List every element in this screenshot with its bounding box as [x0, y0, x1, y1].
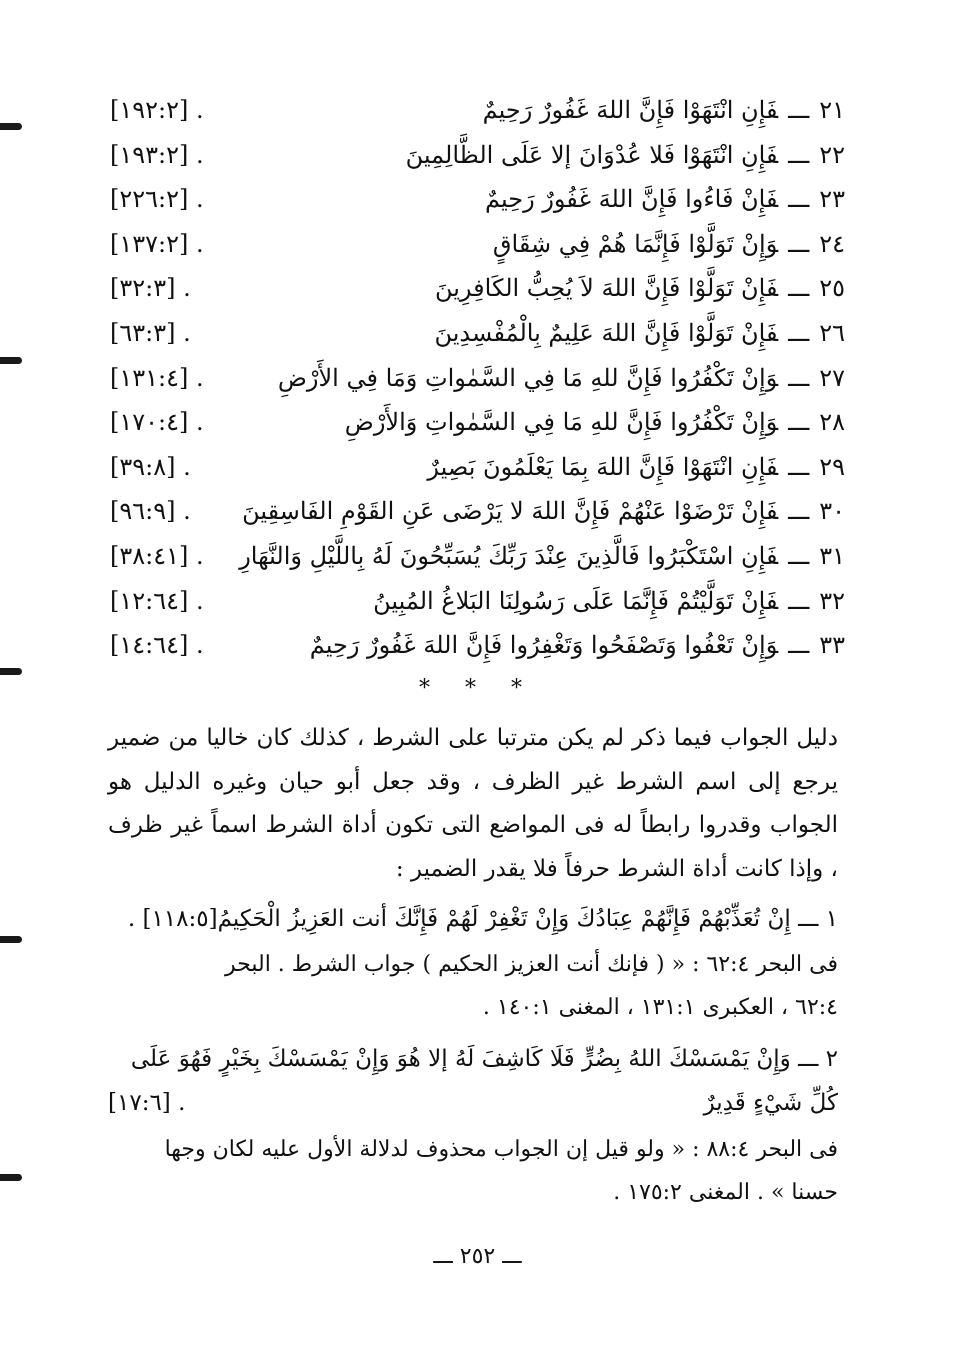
- verse-reference: [٣٨:٤١] .: [110, 541, 204, 570]
- verse-line: [110, 222, 845, 267]
- verse-reference: [٣٩:٨] .: [110, 452, 191, 481]
- verse-text: [239, 534, 845, 578]
- example-1: [108, 897, 838, 941]
- verse-reference: [١٩٢:٢] .: [110, 96, 204, 124]
- verse-body: وَإِنْ تَوَلَّوْا فَإِنَّمَا هُمْ فِي شِقَاقٍ: [492, 229, 779, 258]
- verse-reference: [١٣٧:٢] .: [110, 229, 204, 258]
- verse-dash: ـــ: [788, 586, 810, 615]
- example-2-note: [108, 1128, 838, 1214]
- verse-text: [427, 445, 845, 489]
- note-line: فى البحر ٨٨:٤ : « ولو قيل إن الجواب محذوف لدلالة الأول عليه لكان وجها: [164, 1137, 838, 1162]
- verse-body: فَإِنْ تَوَلَّوْا فَإِنَّ اللهَ عَلِيمٌ بِالْمُفْسِدِينَ: [434, 318, 779, 347]
- verse-text: [483, 88, 845, 132]
- page-number: ـــ ٢٥٢ ـــ: [433, 1244, 522, 1269]
- section-separator: * * *: [419, 676, 536, 701]
- verse-reference: [٢٢٦:٢] .: [110, 185, 204, 214]
- verse-reference: [٣٢:٣] .: [110, 274, 191, 303]
- verse-line: [110, 88, 845, 133]
- verse-dash: ـــ: [788, 408, 810, 437]
- scan-edge-mark: [0, 123, 22, 130]
- verse-number: ٣٠: [819, 497, 845, 526]
- verse-reference: [١٩٣:٢] .: [110, 140, 204, 169]
- verse-body: فَإِنْ تَرْضَوْا عَنْهُمْ فَإِنَّ اللهَ لا يَرْضَى عَنِ القَوْمِ الفَاسِقِينَ: [242, 497, 779, 526]
- verse-line: [110, 177, 845, 222]
- verse-dash: ـــ: [788, 96, 810, 124]
- verse-reference: [٩٦:٩] .: [110, 497, 191, 526]
- verse-text: [242, 489, 845, 533]
- verse-reference: [١٣١:٤] .: [110, 363, 204, 392]
- verse-text: [485, 177, 845, 221]
- verse-number: ٢٢: [819, 140, 845, 169]
- verse-dash: ـــ: [788, 229, 810, 258]
- verse-dash: ـــ: [788, 274, 810, 303]
- verse-dash: ـــ: [788, 363, 810, 392]
- note-line: حسنا » . المغنى ١٧٥:٢ .: [613, 1180, 838, 1205]
- verse-number: ٣١: [819, 541, 845, 570]
- verse-body: فَإِنْ تَوَلَّيْتُمْ فَإِنَّمَا عَلَى رَسُولِنَا البَلاغُ المُبِينُ: [373, 586, 779, 615]
- verse-text: [278, 356, 845, 400]
- verse-dash: ـــ: [788, 631, 810, 660]
- scan-edge-mark: [0, 668, 22, 675]
- verse-dash: ـــ: [788, 452, 810, 481]
- verse-number: ٣٢: [819, 586, 845, 615]
- paragraph-text: دليل الجواب فيما ذكر لم يكن مترتبا على الشرط ، كذلك كان خاليا من ضمير يرجع إلى اسم الشرط غير الظرف ، وقد جعل أبو حيان وغيره الدليل هو الجواب وقدروا رابطاً له فى المواضع التى تكون أداة الشرط اسماً غير ظرف ، وإذا كانت أداة الشرط حرفاً فلا يقدر الضمير :: [108, 725, 838, 882]
- verse-number: ٢٣: [819, 185, 845, 214]
- verse-reference: [١٧:٦] .: [108, 1090, 186, 1116]
- scan-edge-mark: [0, 936, 22, 943]
- example-1-note: [108, 943, 838, 1029]
- verse-body: وَإِنْ تَكْفُرُوا فَإِنَّ للهِ مَا فِي السَّمٰواتِ وَالأَرْضِ: [344, 408, 779, 437]
- verse-number: ٢٩: [819, 452, 845, 481]
- verse-line: [110, 489, 845, 534]
- example-2-verse-line: ٢ ـــ وَإِنْ يَمْسَسْكَ اللهُ بِضُرٍّ فَلَا كَاشِفَ لَهُ إلا هُوَ وَإِنْ يَمْسَسْكَ بِخَيْرٍ فَهُوَ عَلَى: [130, 1046, 838, 1072]
- verse-line: [110, 311, 845, 356]
- verse-dash: ـــ: [788, 497, 810, 526]
- explanation-paragraph: [108, 717, 838, 891]
- verse-body: فَإِنْ تَوَلَّوْا فَإِنَّ اللهَ لاَ يُحِبُّ الكَافِرِينَ: [434, 274, 779, 303]
- verse-reference: [١٧٠:٤] .: [110, 408, 204, 437]
- example-2-verse-line: كُلِّ شَيْءٍ قَدِيرٌ: [703, 1090, 838, 1116]
- example-2: [108, 1037, 838, 1125]
- verse-list: [110, 88, 845, 668]
- verse-line: [110, 623, 845, 668]
- verse-number: ٢٥: [819, 274, 845, 303]
- verse-line: [110, 445, 845, 490]
- verse-body: وَإِنْ تَكْفُرُوا فَإِنَّ للهِ مَا فِي السَّمٰواتِ وَمَا فِي الأَرْضِ: [277, 363, 779, 392]
- verse-body: وَإِنْ تَعْفُوا وَتَصْفَحُوا وَتَغْفِرُوا فَإِنَّ اللهَ غَفُورٌ رَحِيمٌ: [309, 631, 779, 660]
- verse-line: [110, 133, 845, 178]
- verse-number: ٢٦: [819, 318, 845, 347]
- scan-edge-mark: [0, 357, 22, 364]
- verse-number: ٢٧: [819, 363, 845, 392]
- verse-text: [373, 579, 845, 623]
- verse-body: فَإِنِ انْتَهَوْا فَإِنَّ اللهَ بِمَا يَعْلَمُونَ بَصِيرٌ: [427, 452, 779, 481]
- verse-text: [435, 266, 845, 310]
- verse-body: فَإِنِ انْتَهَوْا فَإِنَّ اللهَ غَفُورٌ رَحِيمٌ: [482, 96, 779, 124]
- note-line: فى البحر ٦٢:٤ : « ( فإنك أنت العزيز الحكيم ) جواب الشرط . البحر: [225, 952, 838, 977]
- verse-dash: ـــ: [788, 140, 810, 169]
- verse-line: [110, 534, 845, 579]
- verse-text: [310, 623, 845, 667]
- verse-text: [345, 400, 845, 444]
- verse-text: [434, 311, 845, 355]
- verse-body: فَإِنْ فَاءُوا فَإِنَّ اللهَ غَفُورٌ رَحِيمٌ: [485, 185, 779, 214]
- verse-text: [406, 133, 845, 177]
- verse-body: فَإِنِ اسْتَكْبَرُوا فَالَّذِينَ عِنْدَ رَبِّكَ يُسَبِّحُونَ لَهُ بِاللَّيْلِ وَالنَّهَارِ: [239, 541, 779, 570]
- verse-body: فَإِنِ انْتَهَوْا فَلا عُدْوَانَ إلا عَلَى الظَّالِمِينَ: [405, 140, 779, 169]
- verse-dash: ـــ: [788, 185, 810, 214]
- verse-number: ٣٣: [819, 631, 845, 660]
- verse-number: ٢١: [819, 96, 845, 124]
- verse-line: [110, 356, 845, 401]
- verse-reference: [١٢:٦٤] .: [110, 586, 204, 615]
- verse-number: ٢٤: [819, 229, 845, 258]
- verse-line: [110, 400, 845, 445]
- verse-dash: ـــ: [788, 318, 810, 347]
- verse-reference: [١٤:٦٤] .: [110, 631, 204, 660]
- verse-number: ٢٨: [819, 408, 845, 437]
- scan-edge-mark: [0, 1174, 22, 1181]
- verse-dash: ـــ: [788, 541, 810, 570]
- verse-line: [110, 266, 845, 311]
- verse-reference: [٦٣:٣] .: [110, 318, 191, 347]
- verse-text: [493, 222, 845, 266]
- example-1-verse: ١ ـــ إِنْ تُعَذِّبْهُمْ فَإِنَّهُمْ عِبَادُكَ وَإِنْ تَغْفِرْ لَهُمْ فَإِنَّكَ أنت العَزِيزُ الْحَكِيمُ[١١٨:٥] .: [127, 906, 838, 932]
- verse-line: [110, 579, 845, 624]
- note-line: ٦٢:٤ ، العكبرى ١٣١:١ ، المغنى ١٤٠:١ .: [482, 995, 838, 1020]
